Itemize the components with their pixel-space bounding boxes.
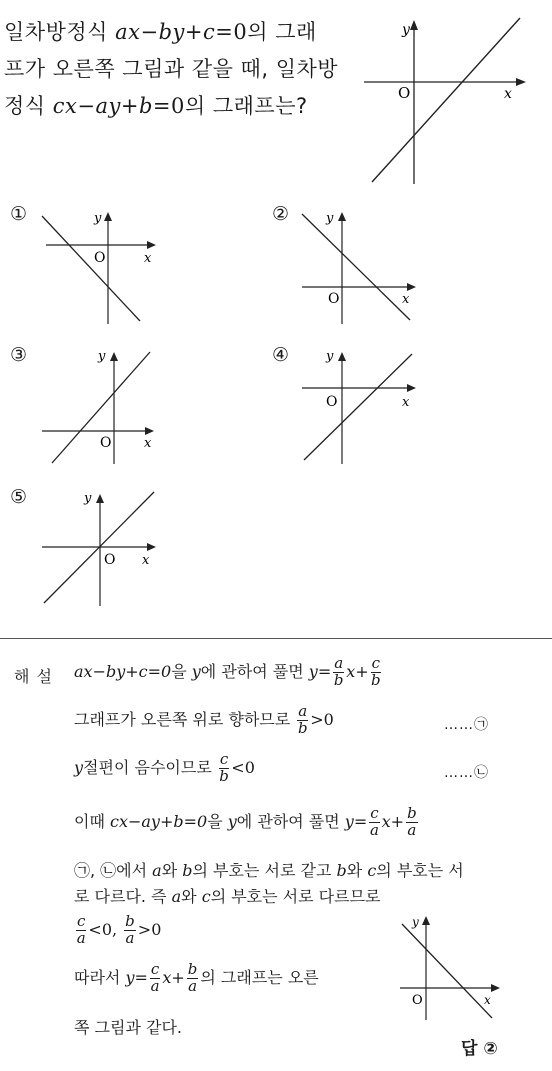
origin-label: O [94,250,106,266]
fraction-denominator: b [297,718,308,737]
question-graph [360,14,530,186]
math-term: a [171,887,182,906]
question-line-1 [4,16,317,46]
fraction-numerator: c [150,960,160,978]
x-axis-arrow [491,984,500,992]
solution-graph [396,910,506,1022]
solution-text: 따라서 [74,967,126,987]
fraction [219,752,229,785]
math-term: b [182,861,193,880]
fraction [76,914,86,947]
fraction [406,806,418,839]
origin-label: O [100,435,112,451]
x-axis-label: x [144,436,152,451]
question-text: 의 그래 [247,20,317,44]
solution-line-9: 쪽 그림과 같다. [74,1018,182,1037]
math-inequality: >0 [137,919,162,939]
fraction [187,962,199,995]
math-operator: + [120,94,139,118]
math-term: c [201,887,211,906]
solution-text: 의 그래프는 오른 [200,967,319,987]
math-term: c [367,861,377,880]
fraction [371,656,381,689]
math-term: y [308,661,318,681]
y-axis-label: y [326,349,334,364]
fraction-numerator: a [298,702,308,720]
origin-label: O [398,84,411,102]
math-term: y [125,967,135,987]
x-axis-arrow [147,543,156,551]
y-axis-label: y [84,491,92,506]
origin-label: O [328,291,340,307]
choice-1-graph[interactable] [38,206,162,326]
fraction-numerator: b [125,912,135,930]
fraction-numerator: c [370,804,379,822]
question-text: 일차방정식 [4,20,116,44]
math-term: y [191,661,201,681]
fraction-denominator: a [76,928,86,947]
choice-3-graph[interactable] [38,346,162,466]
y-axis-arrow [110,352,118,361]
question-text: 정식 [4,94,53,118]
fraction-numerator: c [371,654,381,672]
marker-2: ……㉡ [444,765,489,781]
choice-2-graph[interactable] [298,206,422,326]
question-text: 의 그래프는? [184,94,308,118]
solution-text: 을 [171,661,192,681]
solution-text: 의 부호는 서로 같고 [192,861,337,880]
fraction-denominator: b [371,670,381,689]
fraction [150,962,160,995]
x-axis-arrow [407,384,416,392]
math-term: ay [95,94,121,118]
fraction-denominator: a [188,976,198,995]
math-term: b [336,861,347,880]
math-term: cx [52,94,78,118]
choice-5-number[interactable]: ⑤ [10,486,28,508]
fraction-numerator: c [219,750,229,768]
x-axis-arrow [145,427,154,435]
choice-4-number[interactable]: ④ [272,344,290,366]
section-divider [0,638,552,639]
math-operator: − [77,94,96,118]
solution-text: 의 부호는 서로 다르므로 [210,887,381,906]
math-inequality: <0 [231,757,255,777]
math-equals: =0 [215,20,248,44]
y-axis-label: y [326,211,334,226]
solution-text: 와 [346,861,368,880]
fraction-denominator: b [333,670,344,689]
solution-text: 이때 [74,811,110,831]
x-axis-label: x [484,993,491,1007]
solution-header: 해 설 [14,667,53,686]
math-term: x+ [346,661,369,681]
solution-text: 와 [181,887,202,906]
fraction [297,704,308,737]
math-inequality: >0 [310,709,334,729]
y-axis-arrow [422,916,430,925]
solution-text: 의 부호는 서 [376,861,464,880]
math-term: cx−ay+b=0 [110,811,208,831]
y-axis-arrow [338,352,346,361]
solution-text: 에 관하여 풀면 [236,811,345,831]
math-operator: + [184,20,204,44]
math-equals: = [353,811,368,831]
math-term: ax−by+c=0 [74,661,172,681]
fraction-numerator: b [407,804,417,822]
math-inequality: <0, [88,919,123,939]
y-axis-label: y [412,915,419,929]
choice-5-graph[interactable] [38,488,162,608]
math-equals: =0 [152,94,185,118]
choice-4-graph[interactable] [298,346,422,466]
marker-1: ……㉠ [444,717,489,733]
y-axis-arrow [410,20,418,30]
x-axis-label: x [402,292,410,307]
math-term: c [203,20,216,44]
solution-text: 에 관하여 풀면 [200,661,309,681]
fraction-denominator: a [150,976,160,995]
math-equals: = [317,661,332,681]
y-axis-label: y [94,211,102,226]
solution-text: 와 [161,861,183,880]
x-axis-arrow [407,283,416,291]
solution-text: 을 [207,811,228,831]
solution-line-6 [74,884,381,907]
origin-label: O [104,552,116,568]
solution-line-2 [74,704,334,737]
math-operator: − [140,20,159,44]
solution-line-7 [74,914,161,947]
y-axis-arrow [104,212,112,221]
y-axis-label: y [98,349,106,364]
math-term: x+ [381,811,405,831]
solution-text: 그래프가 오른쪽 위로 향하므로 [74,709,296,729]
choice-2-number[interactable]: ② [272,203,290,225]
fraction-denominator: b [219,766,229,785]
fraction [369,806,379,839]
choice-1-number[interactable]: ① [10,203,28,225]
solution-line-4 [74,806,420,839]
y-axis-arrow [96,494,104,503]
graph-line [372,18,520,182]
choice-3-number[interactable]: ③ [10,344,28,366]
solution-text: 로 다르다. 즉 [74,887,172,906]
graph-line [304,354,412,460]
math-term: y [74,757,84,777]
solution-line-8 [74,962,319,995]
origin-label: O [412,993,423,1008]
solution-text: ㉠, ㉡에서 [74,861,153,880]
x-axis-label: x [504,86,512,102]
y-axis-label: y [402,22,410,38]
origin-label: O [326,394,338,410]
fraction-numerator: c [77,912,86,930]
fraction-denominator: a [407,820,417,839]
fraction-numerator: a [334,654,344,672]
graph-line [302,214,410,320]
x-axis-label: x [402,395,410,410]
math-term: y [227,811,237,831]
question-line-2: 프가 오른쪽 그림과 같을 때, 일차방 [4,57,339,81]
x-axis-label: x [142,553,150,568]
fraction-denominator: a [125,928,135,947]
x-axis-label: x [144,251,152,266]
fraction-denominator: a [369,820,379,839]
fraction [124,914,136,947]
math-term: y [344,811,354,831]
solution-text: 절편이 음수이므로 [83,757,217,777]
math-term: a [152,861,162,880]
solution-line-1 [74,656,383,689]
graph-line [42,216,140,321]
math-term: ax [115,20,141,44]
solution-line-5 [74,858,464,881]
math-term: by [158,20,185,44]
question-line-3 [4,90,308,120]
fraction [333,656,344,689]
answer-label: 답 ② [461,1039,498,1059]
math-term: b [138,94,153,118]
y-axis-arrow [338,212,346,221]
solution-line-3 [74,752,255,785]
x-axis-arrow [147,241,156,249]
math-term: x+ [162,967,185,987]
math-equals: = [134,967,148,987]
x-axis-arrow [516,78,526,86]
fraction-numerator: b [187,960,198,978]
